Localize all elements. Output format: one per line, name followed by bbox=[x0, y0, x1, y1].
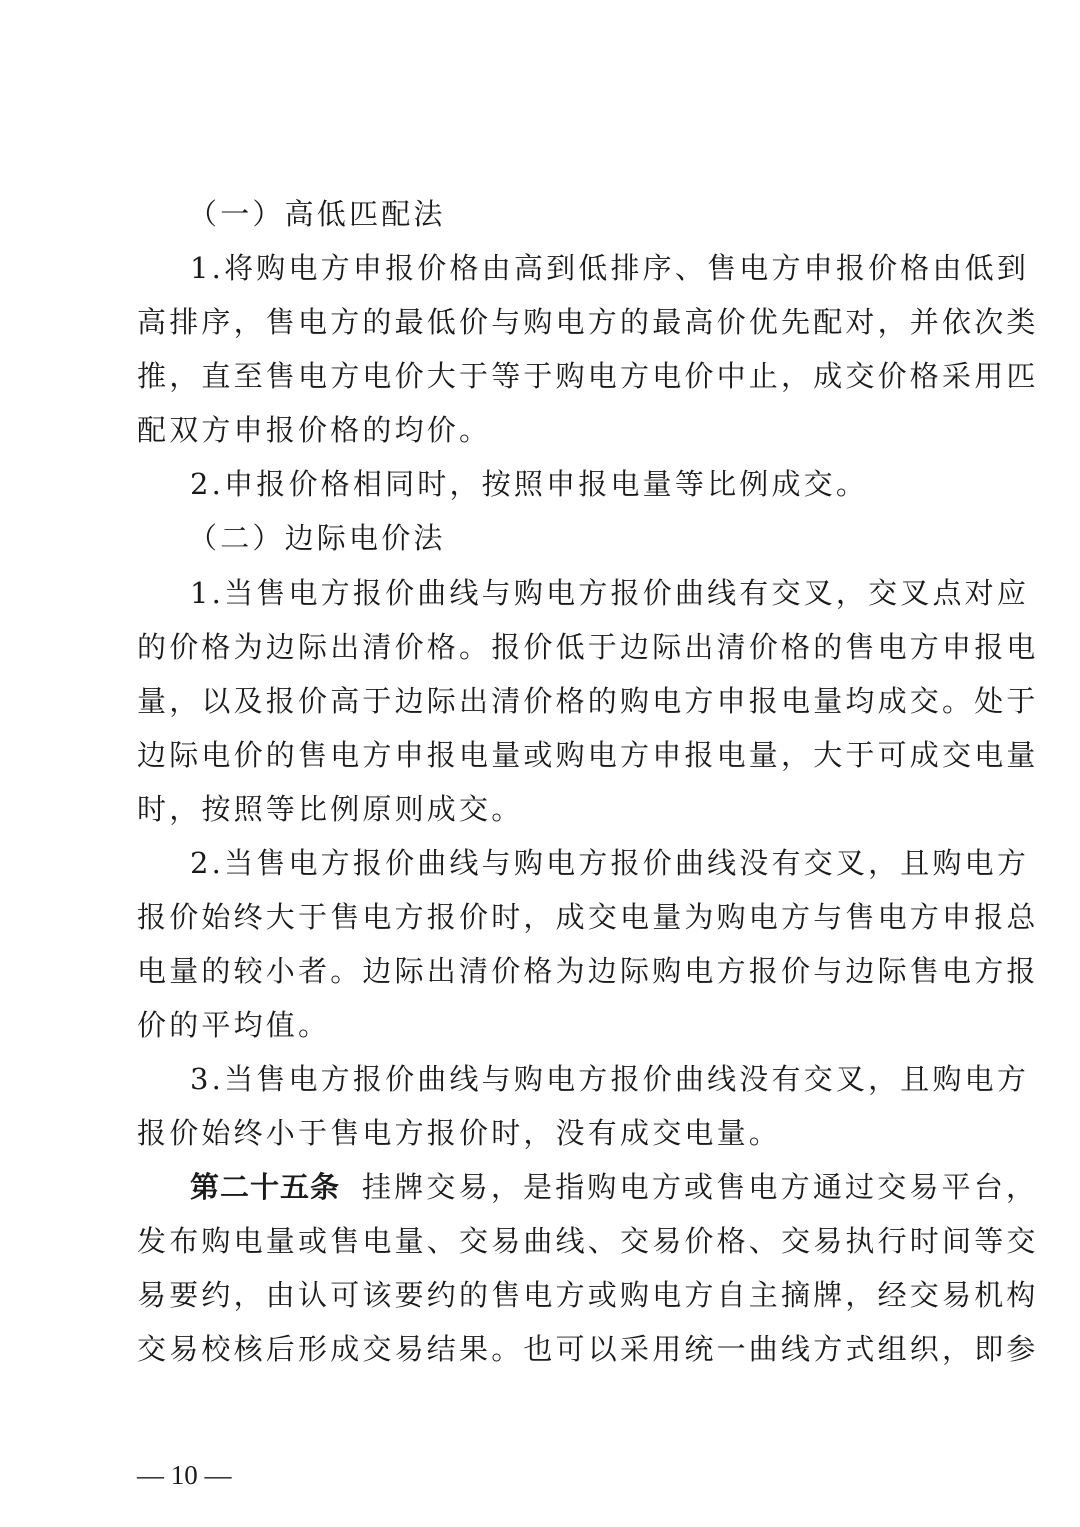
paragraph-line: 配双方申报价格的均价。 bbox=[137, 413, 492, 447]
paragraph-line: 1.将购电方申报价格由高到低排序、售电方申报价格由低到 bbox=[190, 251, 1030, 285]
paragraph-line: 报价始终大于售电方报价时，成交电量为购电方与售电方申报总 bbox=[137, 900, 1039, 934]
paragraph-line: 的价格为边际出清价格。报价低于边际出清价格的售电方申报电 bbox=[137, 630, 1039, 664]
article-first-line bbox=[190, 1167, 1039, 1207]
paragraph-line: 2.申报价格相同时，按照申报电量等比例成交。 bbox=[190, 467, 869, 501]
paragraph-line: 3.当售电方报价曲线与购电方报价曲线没有交叉，且购电方 bbox=[190, 1062, 1030, 1096]
section-heading-marginal-price: （二）边际电价法 bbox=[188, 521, 446, 555]
paragraph-line: 1.当售电方报价曲线与购电方报价曲线有交叉，交叉点对应 bbox=[190, 576, 1030, 610]
paragraph-line: 推，直至售电方电价大于等于购电方电价中止，成交价格采用匹 bbox=[137, 359, 1039, 393]
paragraph-line: 发布购电量或售电量、交易曲线、交易价格、交易执行时间等交 bbox=[137, 1224, 1039, 1258]
article-first-line-text: 挂牌交易，是指购电方或售电方通过交易平台， bbox=[362, 1170, 1039, 1204]
page-number: — 10 — bbox=[137, 1460, 232, 1490]
paragraph-line: 2.当售电方报价曲线与购电方报价曲线没有交叉，且购电方 bbox=[190, 846, 1030, 880]
paragraph-line: 时，按照等比例原则成交。 bbox=[137, 792, 524, 826]
paragraph-line: 交易校核后形成交易结果。也可以采用统一曲线方式组织，即参 bbox=[137, 1332, 1039, 1366]
article-title: 第二十五条 bbox=[190, 1170, 341, 1204]
paragraph-line: 易要约，由认可该要约的售电方或购电方自主摘牌，经交易机构 bbox=[137, 1278, 1039, 1312]
paragraph-line: 电量的较小者。边际出清价格为边际购电方报价与边际售电方报 bbox=[137, 954, 1039, 988]
paragraph-line: 边际电价的售电方申报电量或购电方申报电量，大于可成交电量 bbox=[137, 738, 1039, 772]
paragraph-line: 量，以及报价高于边际出清价格的购电方申报电量均成交。处于 bbox=[137, 684, 1039, 718]
paragraph-line: 报价始终小于售电方报价时，没有成交电量。 bbox=[137, 1116, 782, 1150]
section-heading-high-low-matching: （一）高低匹配法 bbox=[188, 197, 446, 231]
paragraph-line: 价的平均值。 bbox=[137, 1008, 331, 1042]
paragraph-line: 高排序，售电方的最低价与购电方的最高价优先配对，并依次类 bbox=[137, 305, 1039, 339]
